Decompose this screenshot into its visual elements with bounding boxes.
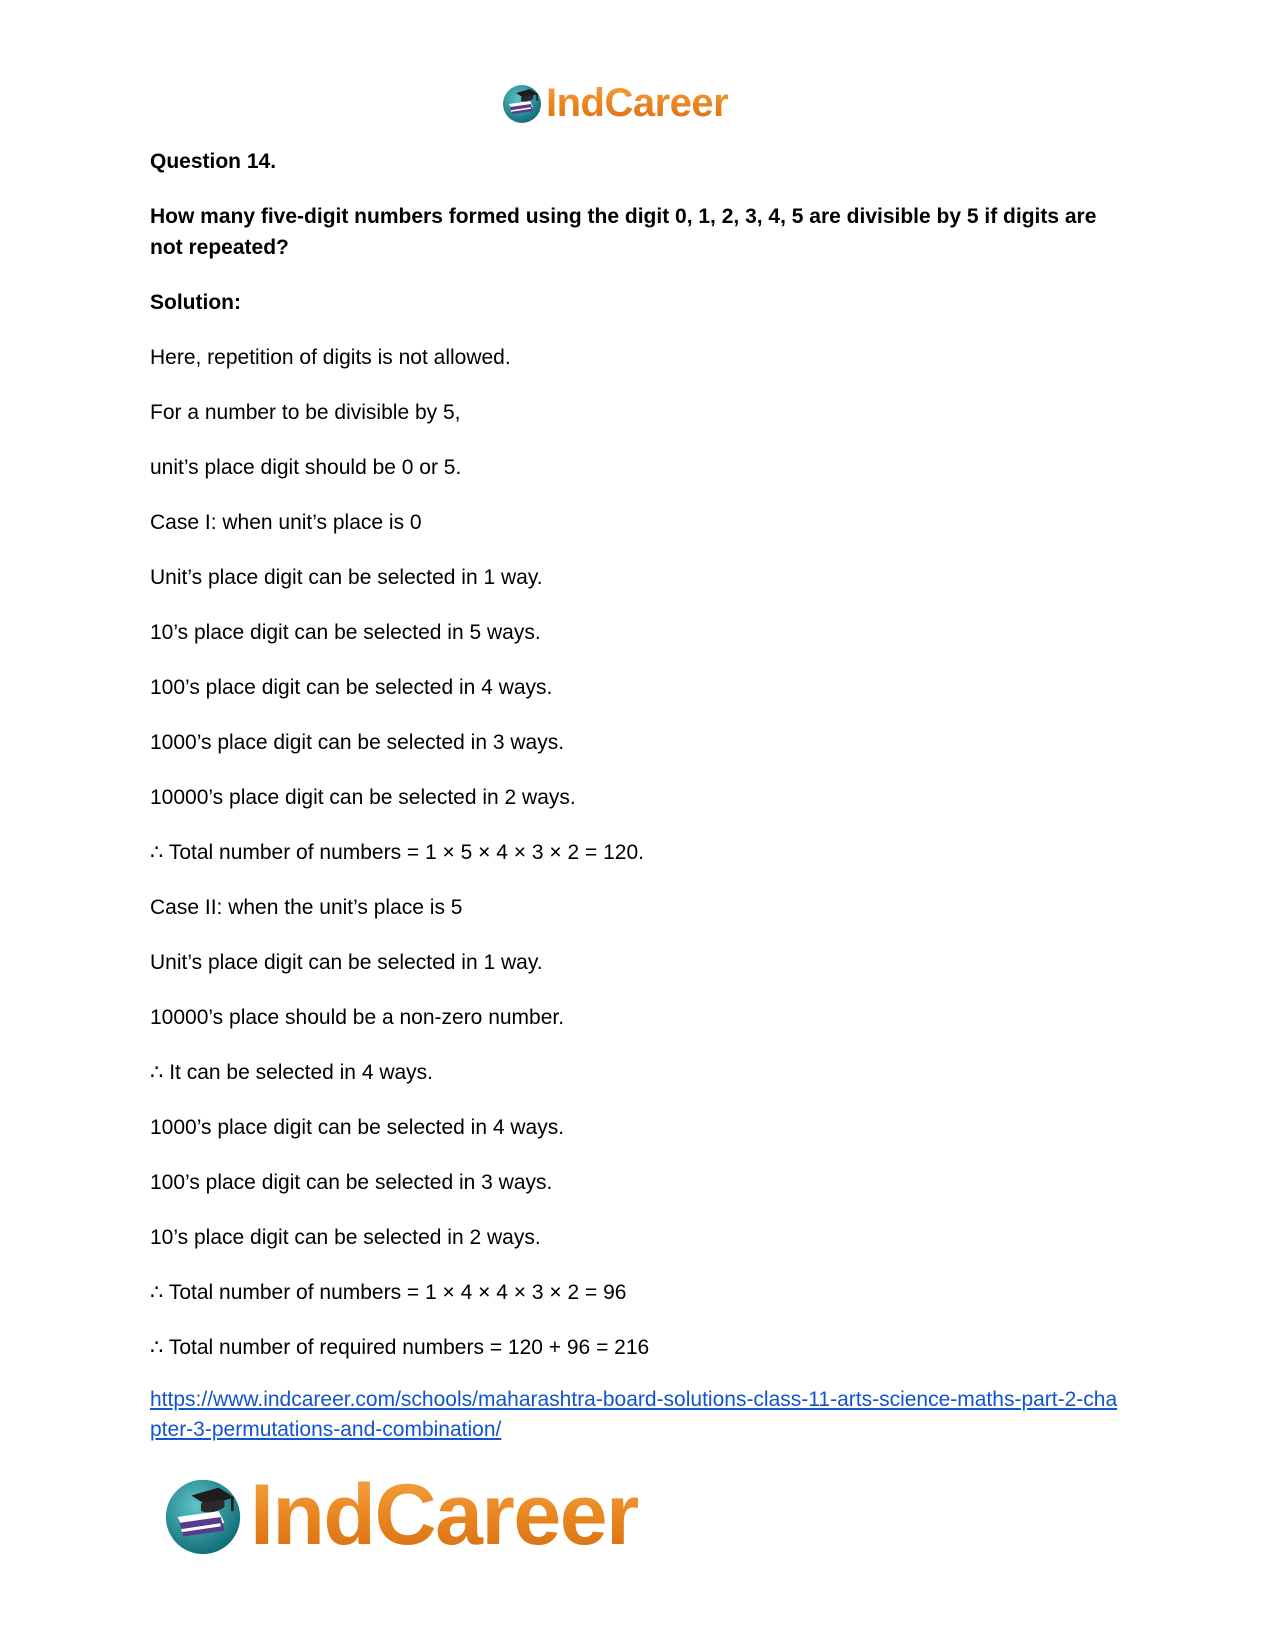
logo-wordmark: IndCareer — [546, 81, 729, 125]
solution-line: 10’s place digit can be selected in 2 ways. — [150, 1226, 541, 1249]
solution-line: Here, repetition of digits is not allowed. — [150, 346, 511, 369]
logo-wordmark: IndCareer — [250, 1467, 638, 1563]
question-text: How many five-digit numbers formed using the digit 0, 1, 2, 3, 4, 5 are divisible by 5 if digits are not repeated? — [150, 205, 1097, 259]
document-content — [150, 146, 1130, 1445]
solution-line: unit’s place digit should be 0 or 5. — [150, 456, 462, 479]
graduation-cap-book-icon — [500, 81, 544, 125]
solution-line: 10000’s place digit can be selected in 2 ways. — [150, 786, 576, 809]
solution-line: 1000’s place digit can be selected in 3 ways. — [150, 731, 565, 754]
solution-line: ∴ Total number of required numbers = 120 + 96 = 216 — [150, 1336, 650, 1359]
solution-label: Solution: — [150, 291, 241, 314]
solution-line: 100’s place digit can be selected in 3 ways. — [150, 1171, 553, 1194]
solution-line: Case II: when the unit’s place is 5 — [150, 896, 463, 919]
solution-line: ∴ Total number of numbers = 1 × 5 × 4 × 3 × 2 = 120. — [150, 841, 644, 864]
solution-line: For a number to be divisible by 5, — [150, 401, 461, 424]
solution-line: 10’s place digit can be selected in 5 ways. — [150, 621, 541, 644]
solution-line: ∴ It can be selected in 4 ways. — [150, 1061, 434, 1084]
solution-line: Unit’s place digit can be selected in 1 way. — [150, 566, 543, 589]
question-label: Question 14. — [150, 150, 277, 173]
solution-line: 10000’s place should be a non-zero number. — [150, 1006, 565, 1029]
header-logo — [500, 80, 728, 126]
solution-line: Case I: when unit’s place is 0 — [150, 511, 422, 534]
footer-logo — [160, 1467, 638, 1563]
solution-line: ∴ Total number of numbers = 1 × 4 × 4 × 3 × 2 = 96 — [150, 1281, 627, 1304]
solution-line: 1000’s place digit can be selected in 4 ways. — [150, 1116, 565, 1139]
graduation-cap-book-icon — [160, 1472, 246, 1558]
source-link[interactable]: https://www.indcareer.com/schools/maharashtra-board-solutions-class-11-arts-science-maths-part-2-chapter-3-permutations-and-combination/ — [150, 1388, 1118, 1441]
solution-line: 100’s place digit can be selected in 4 ways. — [150, 676, 553, 699]
solution-line: Unit’s place digit can be selected in 1 way. — [150, 951, 543, 974]
